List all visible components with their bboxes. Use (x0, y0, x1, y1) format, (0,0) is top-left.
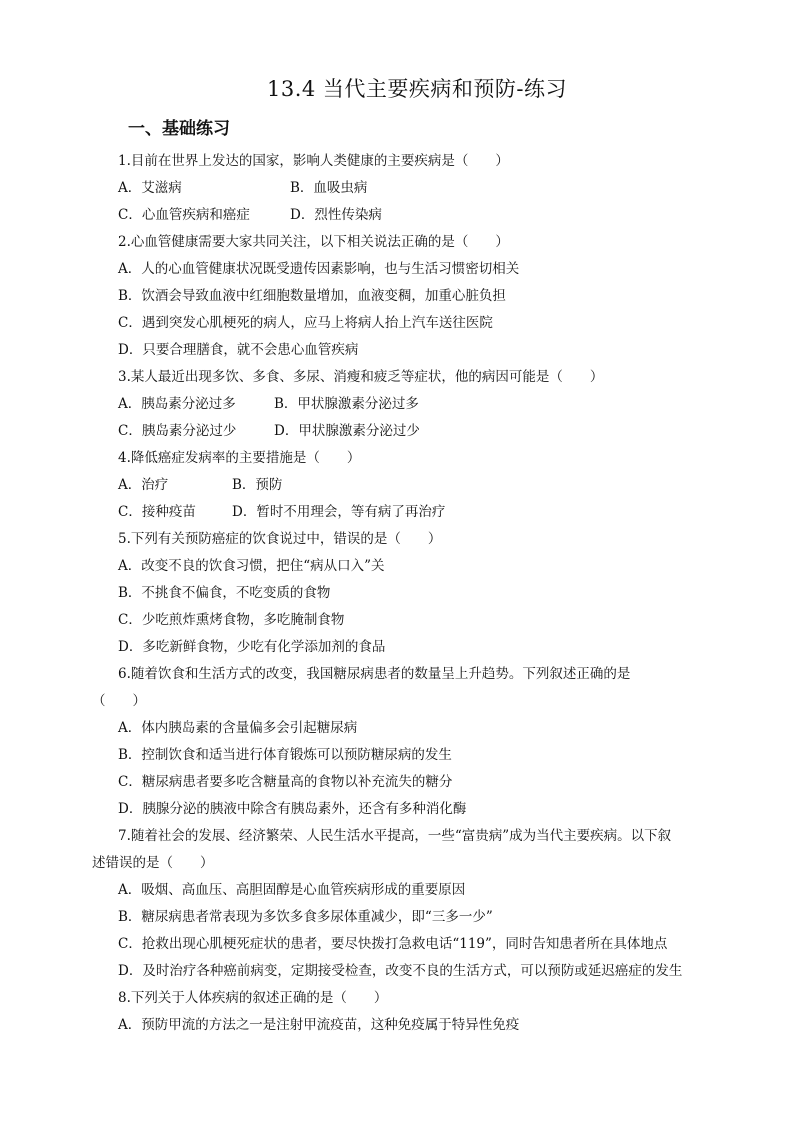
question-8-stem: 8.下列关于人体疾病的叙述正确的是（ ） (118, 990, 388, 1006)
question-2-option-c: C．遇到突发心肌梗死的病人，应马上将病人抬上汽车送往医院 (118, 315, 493, 331)
question-5-option-a: A．改变不良的饮食习惯，把住“病从口入”关 (118, 558, 385, 574)
question-1-option-b: B．血吸虫病 (290, 180, 368, 196)
question-5-option-b: B．不挑食不偏食，不吃变质的食物 (118, 585, 331, 601)
question-7-stem-line-1: 7.随着社会的发展、经济繁荣、人民生活水平提高，一些“富贵病”成为当代主要疾病。以下叙 (118, 828, 672, 844)
question-6-stem-line-1: 6.随着饮食和生活方式的改变，我国糖尿病患者的数量呈上升趋势。下列叙述正确的是 (118, 666, 631, 682)
question-6-option-a: A．体内胰岛素的含量偏多会引起糖尿病 (118, 720, 358, 736)
document-title: 13.4 当代主要疾病和预防-练习 (266, 77, 568, 101)
question-6-stem-line-2: （ ） (92, 693, 146, 709)
question-2-option-a: A．人的心血管健康状况既受遗传因素影响，也与生活习惯密切相关 (118, 261, 520, 277)
question-1-option-c: C．心血管疾病和癌症 (118, 207, 250, 223)
question-7-option-b: B．糖尿病患者常表现为多饮多食多尿体重减少，即“三多一少” (118, 909, 493, 925)
question-3-stem: 3.某人最近出现多饮、多食、多尿、消瘦和疲乏等症状，他的病因可能是（ ） (118, 369, 604, 385)
question-6-option-d: D．胰腺分泌的胰液中除含有胰岛素外，还含有多种消化酶 (118, 801, 467, 817)
question-4-option-c: C．接种疫苗 (118, 504, 196, 520)
question-3-option-b: B．甲状腺激素分泌过多 (274, 396, 419, 412)
question-8-option-a: A．预防甲流的方法之一是注射甲流疫苗，这种免疫属于特异性免疫 (118, 1017, 520, 1033)
question-3-option-a: A．胰岛素分泌过多 (118, 396, 236, 412)
question-7-option-d: D．及时治疗各种癌前病变，定期接受检查，改变不良的生活方式，可以预防或延迟癌症的发生 (118, 963, 683, 979)
question-3-option-d: D．甲状腺激素分泌过少 (274, 423, 420, 439)
question-4-options-row-1 (92, 472, 712, 499)
question-7-option-a: A．吸烟、高血压、高胆固醇是心血管疾病形成的重要原因 (118, 882, 466, 898)
question-3-options-row-1 (92, 391, 712, 418)
question-4-option-d: D．暂时不用理会，等有病了再治疗 (232, 504, 446, 520)
question-5-option-d: D．多吃新鲜食物，少吃有化学添加剂的食品 (118, 639, 386, 655)
question-5-option-c: C．少吃煎炸熏烤食物，多吃腌制食物 (118, 612, 345, 628)
question-2-stem: 2.心血管健康需要大家共同关注，以下相关说法正确的是（ ） (118, 234, 509, 250)
question-1-options-row-2 (92, 202, 712, 229)
question-7-stem-line-2: 述错误的是（ ） (92, 855, 214, 871)
question-1-options-row-1 (92, 175, 712, 202)
question-list (92, 148, 712, 1039)
question-4-stem: 4.降低癌症发病率的主要措施是（ ） (118, 450, 361, 466)
section-heading: 一、基础练习 (128, 119, 230, 139)
question-4-option-a: A．治疗 (118, 477, 169, 493)
question-1-stem: 1.目前在世界上发达的国家，影响人类健康的主要疾病是（ ） (118, 153, 509, 169)
question-6-option-c: C．糖尿病患者要多吃含糖量高的食物以补充流失的糖分 (118, 774, 453, 790)
question-7-option-c: C．抢救出现心肌梗死症状的患者，要尽快拨打急救电话“119”，同时告知患者所在具体地点 (118, 936, 668, 952)
question-5-stem: 5.下列有关预防癌症的饮食说过中，错误的是（ ） (118, 531, 442, 547)
question-6-option-b: B．控制饮食和适当进行体育锻炼可以预防糖尿病的发生 (118, 747, 452, 763)
question-1-option-d: D．烈性传染病 (290, 207, 382, 223)
question-3-option-c: C．胰岛素分泌过少 (118, 423, 237, 439)
question-2-option-d: D．只要合理膳食，就不会患心血管疾病 (118, 342, 359, 358)
question-1-option-a: A．艾滋病 (118, 180, 182, 196)
question-3-options-row-2 (92, 418, 712, 445)
question-4-options-row-2 (92, 499, 712, 526)
question-2-option-b: B．饮酒会导致血液中红细胞数量增加，血液变稠，加重心脏负担 (118, 288, 506, 304)
question-4-option-b: B．预防 (232, 477, 283, 493)
